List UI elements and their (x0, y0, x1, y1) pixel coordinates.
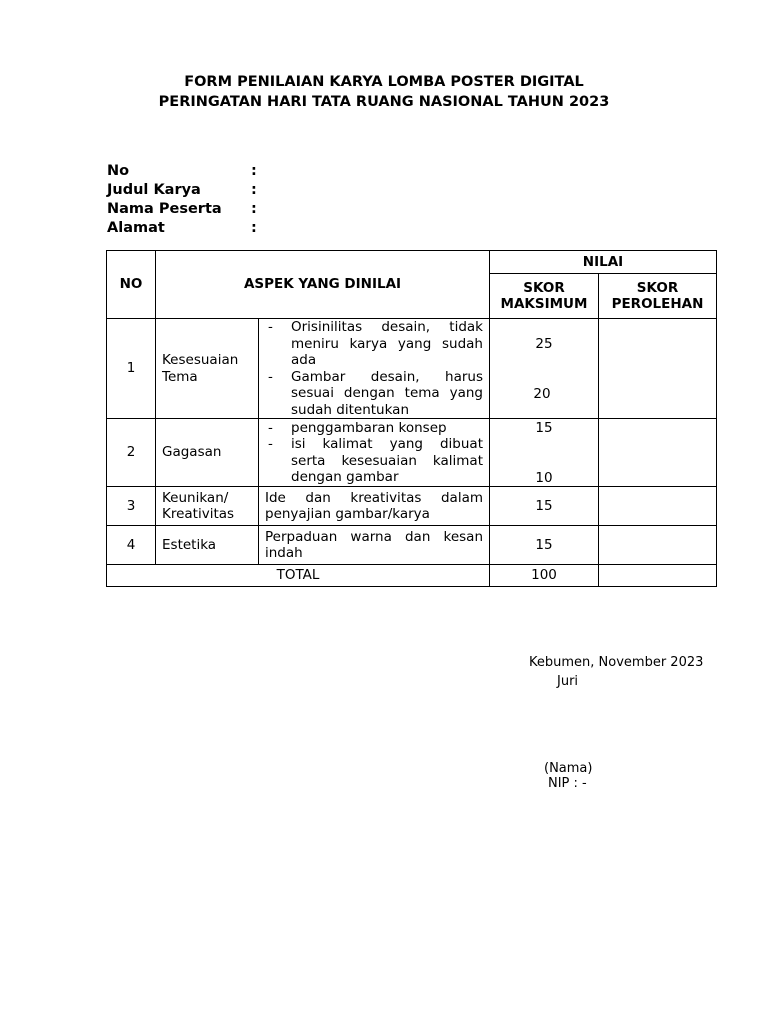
max-score: 20 (533, 386, 551, 402)
header-no: NO (107, 251, 156, 319)
max-score: 15 (490, 526, 599, 565)
field-label-judul-karya: Judul Karya (107, 182, 201, 198)
field-colon-judul-karya: : (251, 182, 257, 198)
assessment-table (106, 250, 717, 587)
row-aspek: Estetika (156, 526, 259, 565)
row-scores (490, 319, 599, 419)
row-no: 4 (107, 526, 156, 565)
total-row (107, 565, 717, 587)
total-max-score: 100 (490, 565, 599, 587)
total-label: TOTAL (107, 565, 490, 587)
criteria-item: - isi kalimat yang dibuat serta kesesuaian kalimat dengan gambar (265, 436, 483, 486)
field-label-no: No (107, 163, 130, 179)
table-row (107, 319, 717, 419)
signature-nip: NIP : - (548, 776, 587, 791)
header-aspek: ASPEK YANG DINILAI (156, 251, 490, 319)
form-title-line-1: FORM PENILAIAN KARYA LOMBA POSTER DIGITAL (184, 74, 584, 90)
header-nilai: NILAI (490, 251, 717, 274)
field-label-nama-peserta: Nama Peserta (107, 201, 222, 217)
table-row (107, 419, 717, 487)
table-row (107, 487, 717, 526)
obtained-score-cell[interactable] (599, 319, 717, 419)
row-scores (490, 419, 599, 487)
criteria-item: - Gambar desain, harus sesuai dengan tema yang sudah ditentukan (265, 369, 483, 419)
signature-name: (Nama) (544, 761, 593, 776)
max-score: 15 (490, 487, 599, 526)
criteria-item: - Orisinilitas desain, tidak meniru karya yang sudah ada (265, 319, 483, 369)
row-criteria (259, 319, 490, 419)
obtained-score-cell[interactable] (599, 487, 717, 526)
header-skor-perolehan: SKOR PEROLEHAN (599, 274, 717, 319)
row-description: Perpaduan warna dan kesan indah (259, 526, 490, 565)
row-description: Ide dan kreativitas dalam penyajian gambar/karya (259, 487, 490, 526)
max-score: 10 (535, 469, 553, 486)
field-colon-nama-peserta: : (251, 201, 257, 217)
row-criteria (259, 419, 490, 487)
field-colon-alamat: : (251, 220, 257, 236)
row-no: 3 (107, 487, 156, 526)
total-obtained-score-cell[interactable] (599, 565, 717, 587)
criteria-item: - penggambaran konsep (265, 420, 483, 437)
header-skor-maksimum: SKOR MAKSIMUM (490, 274, 599, 319)
signature-role: Juri (557, 674, 579, 689)
form-title-line-2: PERINGATAN HARI TATA RUANG NASIONAL TAHUN 2023 (158, 94, 610, 110)
obtained-score-cell[interactable] (599, 526, 717, 565)
field-colon-no: : (251, 163, 257, 179)
row-no: 2 (107, 419, 156, 487)
row-aspek: Gagasan (156, 419, 259, 487)
signature-place-date: Kebumen, November 2023 (529, 655, 704, 670)
max-score: 15 (535, 419, 553, 436)
row-no: 1 (107, 319, 156, 419)
max-score: 25 (535, 336, 553, 352)
row-aspek: Keunikan/ Kreativitas (156, 487, 259, 526)
table-row (107, 526, 717, 565)
obtained-score-cell[interactable] (599, 419, 717, 487)
row-aspek: Kesesuaian Tema (156, 319, 259, 419)
field-label-alamat: Alamat (107, 220, 165, 236)
